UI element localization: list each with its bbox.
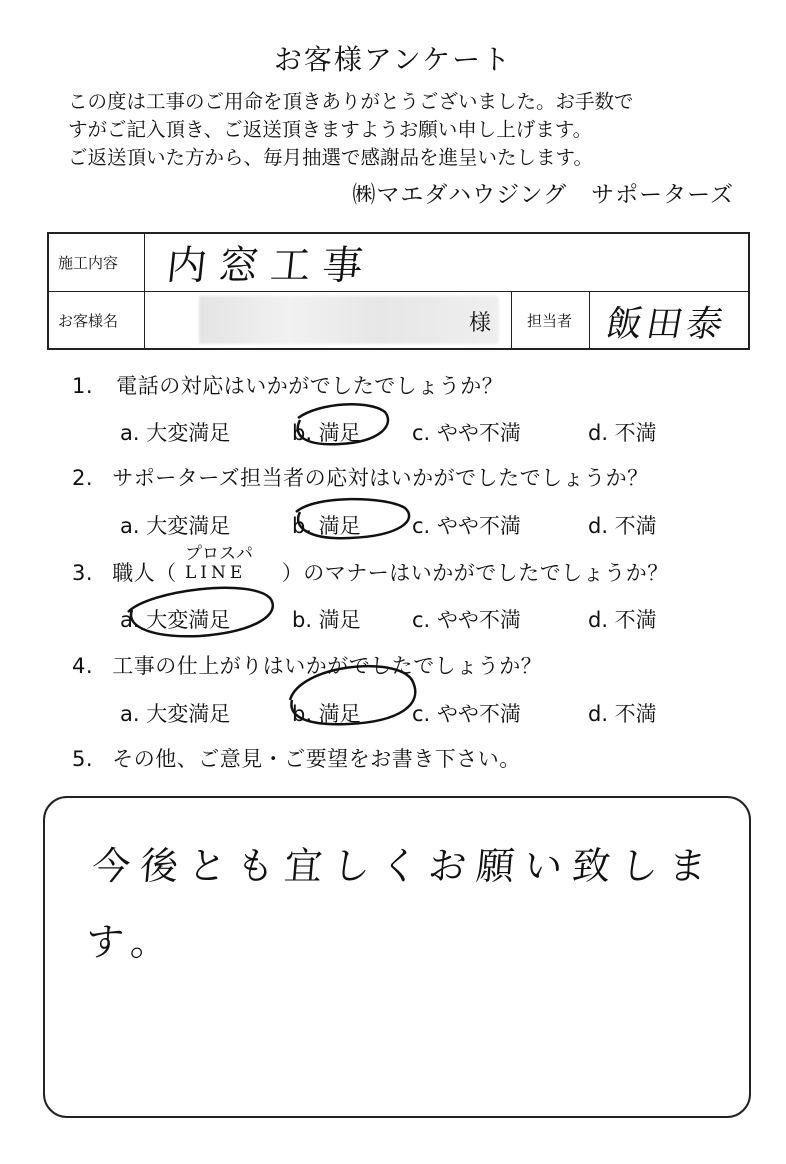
option-d[interactable]: d. 不満 bbox=[588, 608, 657, 632]
company-name: ㈱マエダハウジング サポーターズ bbox=[352, 182, 734, 208]
comment-box[interactable] bbox=[43, 796, 751, 1118]
work-value-handwritten: 内窓工事 bbox=[164, 243, 378, 289]
option-b[interactable]: b. 満足 bbox=[292, 514, 361, 538]
option-a[interactable]: a. 大変満足 bbox=[120, 608, 231, 632]
table-vline bbox=[589, 291, 590, 348]
work-label: 施工内容 bbox=[58, 254, 119, 272]
customer-name-redacted bbox=[199, 296, 499, 344]
table-vline bbox=[144, 234, 145, 348]
intro-text bbox=[68, 88, 748, 172]
staff-label: 担当者 bbox=[527, 312, 573, 330]
question-2 bbox=[72, 462, 649, 492]
table-vline bbox=[511, 291, 512, 348]
craftsman-line-1: プロスパ bbox=[185, 544, 253, 564]
question-text: その他、ご意見・ご要望をお書き下さい。 bbox=[112, 747, 521, 771]
info-table bbox=[47, 232, 750, 350]
comment-line-2: す。 bbox=[83, 920, 181, 964]
question-text-before: 職人（ bbox=[112, 561, 177, 585]
question-5 bbox=[72, 743, 521, 773]
craftsman-line-2: LINE bbox=[185, 563, 247, 583]
question-text: サポーターズ担当者の応対はいかがでしたでしょうか？ bbox=[112, 466, 649, 490]
question-number: 2. bbox=[72, 466, 94, 490]
question-number: 1. bbox=[72, 374, 94, 398]
intro-line-2: すがご記入頂き、ご返送頂きますようお願い申し上げます。 bbox=[68, 118, 593, 141]
staff-value-handwritten: 飯田泰 bbox=[602, 304, 731, 345]
intro-line-3: ご返送頂いた方から、毎月抽選で感謝品を進呈いたします。 bbox=[68, 146, 593, 169]
option-c[interactable]: c. やや不満 bbox=[412, 608, 521, 632]
option-c[interactable]: c. やや不満 bbox=[412, 702, 521, 726]
option-a[interactable]: a. 大変満足 bbox=[120, 421, 231, 445]
comment-handwritten bbox=[82, 828, 725, 980]
question-text-after: ）のマナーはいかがでしたでしょうか？ bbox=[281, 561, 669, 585]
page-title: お客様アンケート bbox=[273, 43, 513, 76]
option-d[interactable]: d. 不満 bbox=[588, 421, 657, 445]
question-3 bbox=[72, 557, 669, 587]
option-d[interactable]: d. 不満 bbox=[588, 702, 657, 726]
question-text: 工事の仕上がりはいかがでしたでしょうか？ bbox=[112, 654, 543, 678]
option-a[interactable]: a. 大変満足 bbox=[120, 702, 231, 726]
option-c[interactable]: c. やや不満 bbox=[412, 421, 521, 445]
question-number: 4. bbox=[72, 654, 94, 678]
option-c[interactable]: c. やや不満 bbox=[412, 514, 521, 538]
comment-line-1: 今後とも宜しくお願い致しま bbox=[90, 844, 719, 888]
option-b[interactable]: b. 満足 bbox=[292, 702, 361, 726]
sama-suffix: 様 bbox=[469, 311, 492, 336]
option-b[interactable]: b. 満足 bbox=[292, 421, 361, 445]
customer-label: お客様名 bbox=[58, 312, 119, 330]
table-row-divider bbox=[49, 291, 748, 292]
option-a[interactable]: a. 大変満足 bbox=[120, 514, 231, 538]
option-b[interactable]: b. 満足 bbox=[292, 608, 361, 632]
question-number: 5. bbox=[72, 747, 94, 771]
option-d[interactable]: d. 不満 bbox=[588, 514, 657, 538]
question-1 bbox=[72, 370, 503, 400]
question-number: 3. bbox=[72, 561, 94, 585]
question-text: 電話の対応はいかがでしたでしょうか？ bbox=[116, 374, 504, 398]
craftsman-handwritten bbox=[185, 545, 253, 583]
intro-line-1: この度は工事のご用命を頂きありがとうございました。お手数で bbox=[68, 90, 634, 113]
question-4 bbox=[72, 650, 542, 680]
